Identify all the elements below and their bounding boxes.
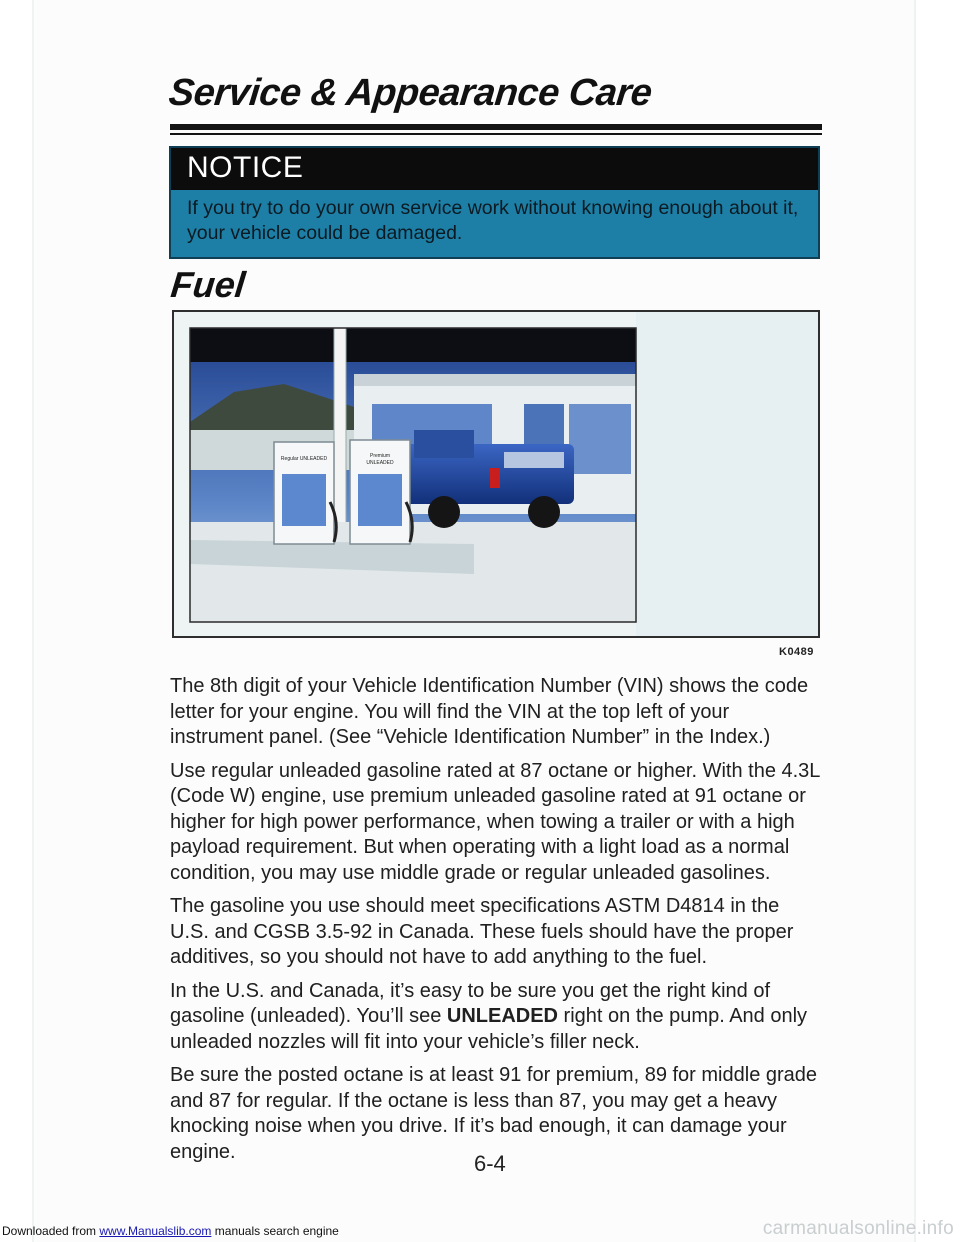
manualslib-link[interactable]: www.Manualslib.com bbox=[99, 1224, 212, 1238]
page-number: 6-4 bbox=[474, 1151, 506, 1176]
download-credit-suffix: manuals search engine bbox=[211, 1224, 339, 1238]
notice-text: If you try to do your own service work without knowing enough about it, your vehicle could be damaged. bbox=[187, 197, 799, 244]
notice-box bbox=[169, 146, 820, 259]
fuel-paragraph-4-before: In the U.S. and Canada, it’s easy to be sure you get the right kind of gasoline (unleaded). You’ll see bbox=[170, 979, 770, 1027]
gas-station-drawing bbox=[174, 312, 818, 636]
premium-pump-panel bbox=[358, 474, 402, 526]
section-title: Service & Appearance Care bbox=[166, 72, 654, 114]
unleaded-emphasis: UNLEADED bbox=[446, 1005, 558, 1027]
page-edge-left bbox=[32, 0, 34, 1242]
download-credit-prefix: Downloaded from bbox=[2, 1224, 100, 1238]
footer bbox=[0, 1218, 960, 1242]
figure-id: K0489 bbox=[779, 646, 814, 658]
regular-pump-label: Regular UNLEADED bbox=[280, 456, 328, 462]
watermark: carmanualsonline.info bbox=[762, 1218, 954, 1239]
header-rule-thick bbox=[170, 124, 822, 130]
fuel-paragraph-3: The gasoline you use should meet specifications ASTM D4814 in the U.S. and CGSB 3.5-92 in Canada. These fuels should have the proper additives, so you should not have to add anything to the fuel. bbox=[170, 895, 794, 968]
fuel-heading: Fuel bbox=[168, 264, 248, 305]
truck-wheel-rear bbox=[528, 496, 560, 528]
ground bbox=[190, 522, 636, 622]
canopy-roof bbox=[190, 328, 636, 362]
download-credit bbox=[2, 1224, 339, 1238]
fuel-paragraph-1: The 8th digit of your Vehicle Identification Number (VIN) shows the code letter for your engine. You will find the VIN at the top left of your instrument panel. (See “Vehicle Identification Number” in the Index.) bbox=[170, 675, 809, 748]
truck-wheel-front bbox=[428, 496, 460, 528]
header-rule-thin bbox=[170, 133, 822, 135]
regular-pump-panel bbox=[282, 474, 326, 526]
premium-pump-label-1: Premium bbox=[369, 453, 391, 459]
pickup-truck-cab bbox=[414, 430, 474, 458]
notice-heading-bar bbox=[171, 148, 818, 190]
notice-heading: NOTICE bbox=[187, 151, 304, 184]
premium-pump-label-2: UNLEADED bbox=[366, 460, 394, 466]
building-fascia bbox=[354, 374, 636, 386]
fuel-paragraph-5: Be sure the posted octane is at least 91 for premium, 89 for middle grade and 87 for regular. If the octane is less than 87, you may get a heavy knocking noise when you drive. If it’s bad enough, it can damage your engine. bbox=[170, 1064, 818, 1163]
truck-tail-light bbox=[490, 468, 500, 488]
right-panel-faded bbox=[636, 312, 818, 636]
fuel-paragraph-2: Use regular unleaded gasoline rated at 87 octane or higher. With the 4.3L (Code W) engine, use premium unleaded gasoline rated at 91 octane or higher for high power performance, when towing a trailer or with a high payload requirement. But when operating with a light load as a normal condition, you may use middle grade or regular unleaded gasolines. bbox=[170, 759, 820, 884]
fuel-station-illustration bbox=[172, 310, 820, 638]
fuel-paragraph-4 bbox=[170, 979, 820, 1056]
fuel-paragraph-4-after: right on the pump. And only unleaded nozzles will fit into your vehicle’s filler neck. bbox=[170, 1005, 808, 1053]
building-window-right bbox=[569, 404, 631, 474]
pickup-truck-bed bbox=[504, 452, 564, 468]
fuel-body-text bbox=[170, 674, 820, 1173]
page-edge-right bbox=[914, 0, 916, 1242]
